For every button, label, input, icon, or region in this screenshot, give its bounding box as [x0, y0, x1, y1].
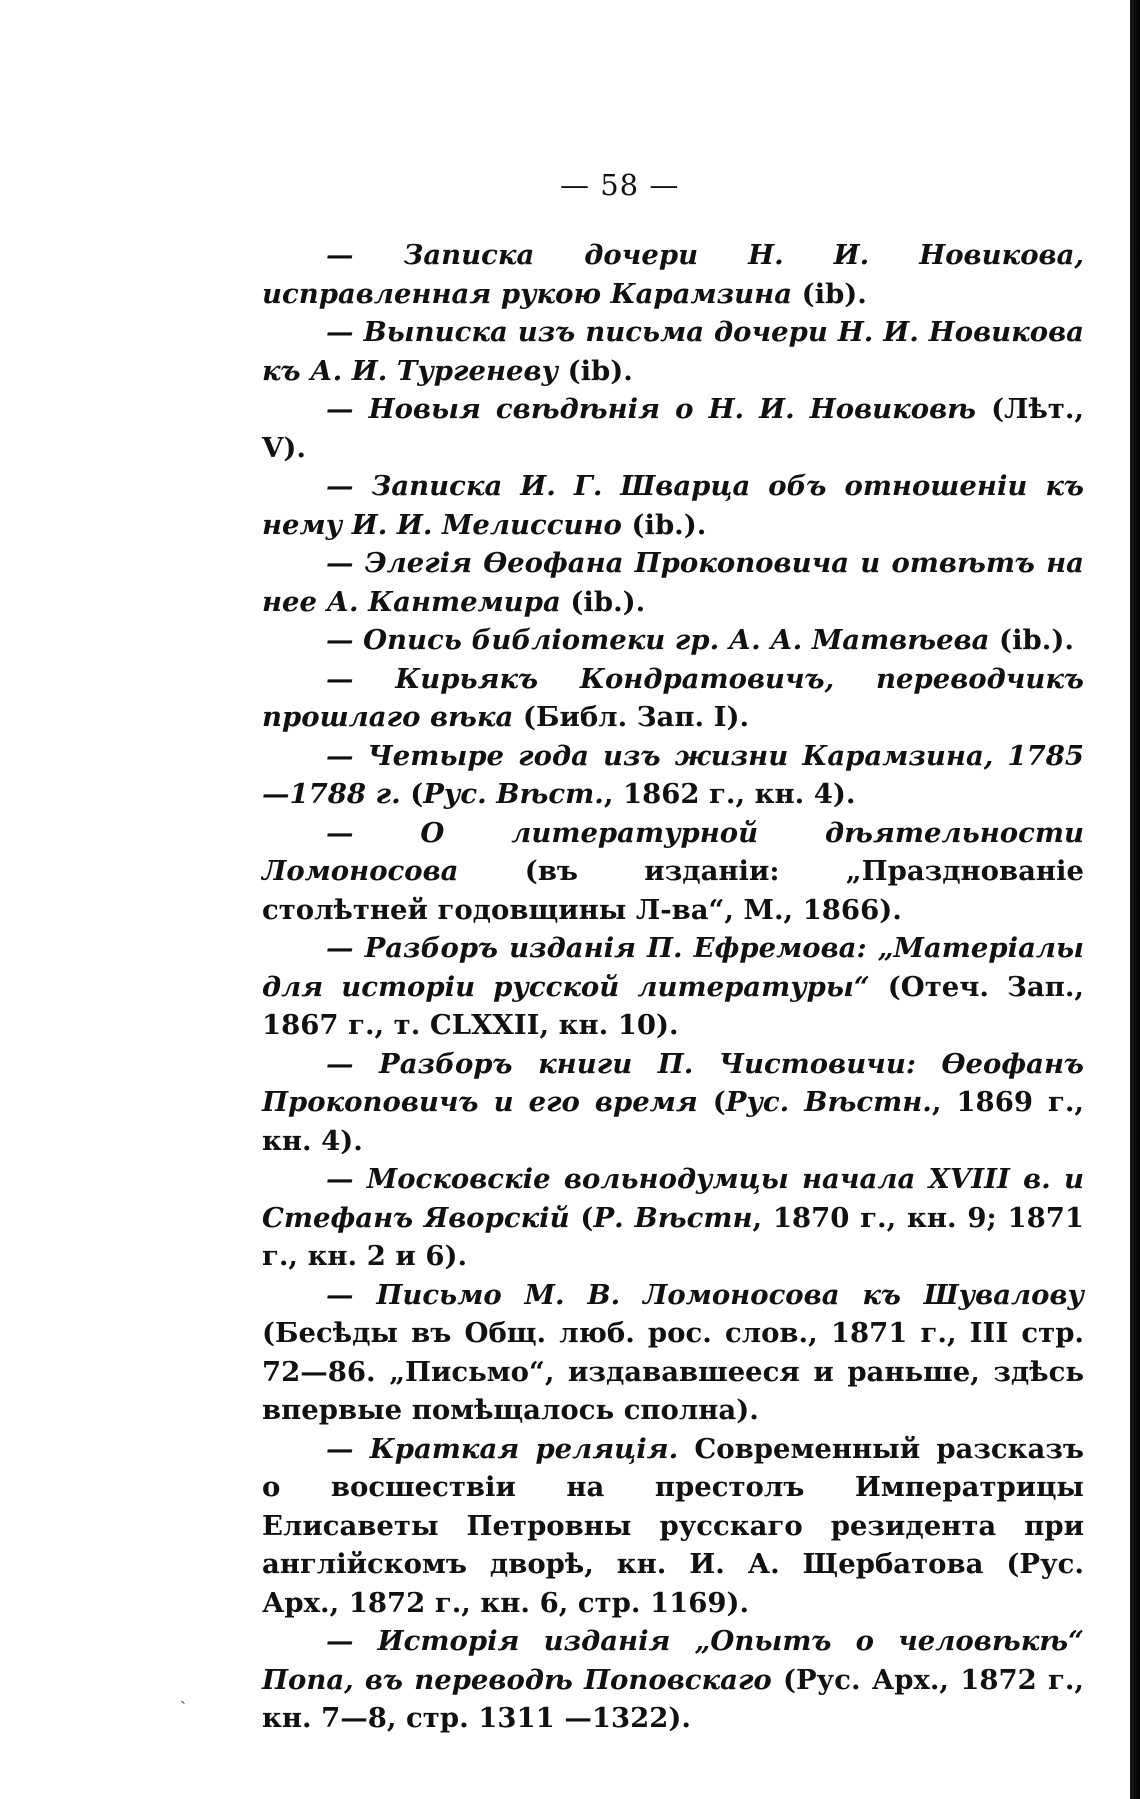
list-item: — Четыре года изъ жизни Карамзина, 1785—1788 г. (Рус. Вѣст., 1862 г., кн. 4). [262, 739, 1084, 810]
list-item: — Опись библіотеки гр. А. А. Матвѣева (ib.). [326, 624, 1074, 656]
list-item: — Элегія Ѳеофана Прокоповича и отвѣтъ на нее А. Кантемира (ib.). [262, 547, 1084, 618]
list-item: — О литературной дѣятельности Ломоносова (въ изданіи: „Празднованіе столѣтней годовщины Л-ва“, М., 1866). [262, 816, 1084, 926]
list-item: — Краткая реляція. Современный разсказъ о восшествіи на престолъ Императрицы Елисаветы Петровны русскаго резидента при англійскомъ дворѣ, кн. И. А. Щербатова (Рус. Арх., 1872 г., кн. 6, стр. 1169). [262, 1432, 1084, 1619]
list-item: — Письмо М. В. Ломоносова къ Шувалову (Бесѣды въ Общ. люб. рос. слов., 1871 г., III стр. 72—86. „Письмо“, издававшееся и раньше, здѣсь впервые помѣщалось сполна). [262, 1278, 1084, 1426]
list-item: — Московскіе вольнодумцы начала XVIII в. и Стефанъ Яворскій (Р. Вѣстн, 1870 г., кн. 9; 1871 г., кн. 2 и 6). [262, 1163, 1084, 1272]
list-item: — Разборъ изданія П. Ефремова: „Матеріалы для исторіи русской литературы“ (Отеч. Зап., 1867 г., т. CLXXII, кн. 10). [262, 932, 1084, 1041]
list-item: — Новыя свѣдѣнія о Н. И. Новиковѣ (Лѣт., V). [262, 393, 1084, 464]
list-item: — Записка И. Г. Шварца объ отношеніи къ нему И. И. Мелиссино (ib.). [262, 470, 1084, 541]
list-item: — Выписка изъ письма дочери Н. И. Новикова къ А. И. Тургеневу (ib). [262, 316, 1084, 387]
scan-binding-edge [1128, 0, 1140, 1799]
page-number: — 58 — [560, 168, 680, 202]
list-item: — Кирьякъ Кондратовичъ, переводчикъ прошлаго вѣка (Библ. Зап. I). [262, 662, 1084, 733]
bibliography-list [262, 236, 1084, 1738]
stray-ink-mark: ˏ [180, 1684, 186, 1705]
list-item: — Исторія изданія „Опытъ о человѣкѣ“ Попа, въ переводѣ Поповскаго (Рус. Арх., 1872 г., кн. 7—8, стр. 1311 —1322). [262, 1625, 1084, 1734]
list-item: — Разборъ книги П. Чистовичи: Ѳеофанъ Прокоповичъ и его время (Рус. Вѣстн., 1869 г., кн. 4). [262, 1047, 1084, 1157]
list-item: — Записка дочери Н. И. Новикова, исправленная рукою Карамзина (ib). [262, 239, 1084, 310]
